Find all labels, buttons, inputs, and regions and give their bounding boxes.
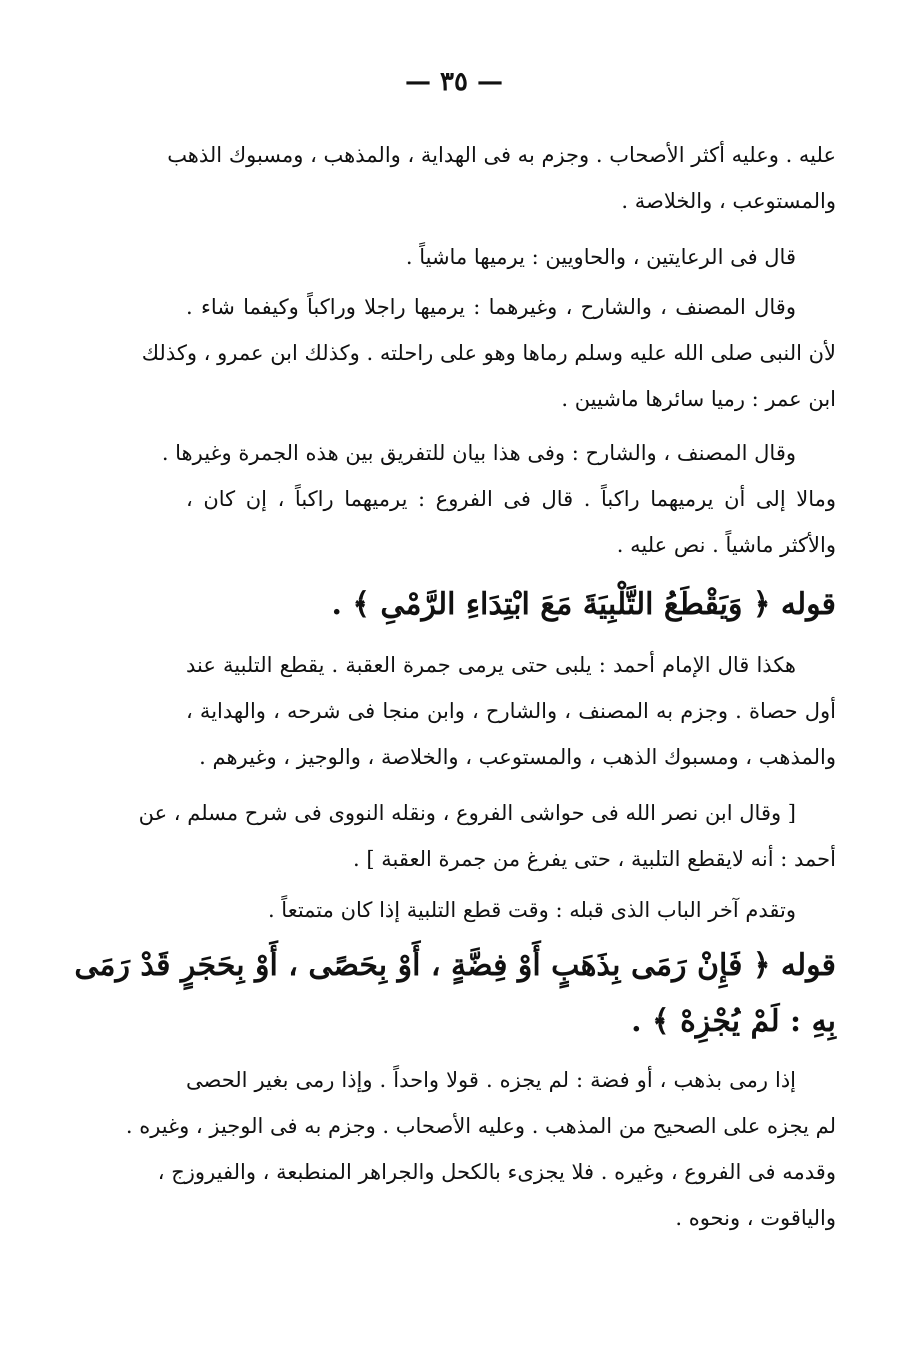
text-line: قال فى الرعايتين ، والحاويين : يرميها ماشياً .: [405, 245, 796, 269]
section-heading: [186, 577, 836, 633]
text-line: ابن عمر : رميا سائرها ماشيين .: [561, 387, 836, 411]
paragraph: [161, 430, 836, 568]
text-line: لأن النبى صلى الله عليه وسلم رماها وهو على راحلته . وكذلك ابن عمرو ، وكذلك: [141, 341, 836, 365]
paragraph: [138, 790, 836, 882]
paragraph: [167, 132, 836, 224]
text-line: وقدمه فى الفروع ، وغيره . فلا يجزىء بالكحل والجراهر المنطبعة ، والفيروزج ،: [157, 1160, 836, 1184]
paragraph: [141, 284, 836, 422]
heading-line: قوله ﴿ فَإِنْ رَمَى بِذَهَبٍ أَوْ فِضَّةٍ ، أَوْ بِحَصًى ، أَوْ بِحَجَرٍ قَدْ رَمَى: [74, 948, 836, 983]
paragraph: [125, 1057, 836, 1241]
text-line: والمذهب ، ومسبوك الذهب ، والمستوعب ، والخلاصة ، والوجيز ، وغيرهم .: [199, 745, 836, 769]
text-line: إذا رمى بذهب ، أو فضة : لم يجزه . قولا واحداً . وإذا رمى بغير الحصى: [186, 1068, 796, 1092]
page-number: — ٣٥ —: [404, 67, 504, 97]
section-heading: [74, 938, 836, 1050]
heading-line: بِهِ : لَمْ يُجْزِهْ ﴾ .: [631, 1004, 836, 1039]
text-line: هكذا قال الإمام أحمد : يلبى حتى يرمى جمرة العقبة . يقطع التلبية عند: [186, 653, 796, 677]
text-line: عليه . وعليه أكثر الأصحاب . وجزم به فى الهداية ، والمذهب ، ومسبوك الذهب: [167, 143, 836, 167]
text-line: أحمد : أنه لايقطع التلبية ، حتى يفرغ من جمرة العقبة ] .: [353, 847, 836, 871]
text-line: والمستوعب ، والخلاصة .: [621, 189, 836, 213]
text-line: أول حصاة . وجزم به المصنف ، والشارح ، وابن منجا فى شرحه ، والهداية ،: [186, 699, 836, 723]
text-line: [ وقال ابن نصر الله فى حواشى الفروع ، ونقله النووى فى شرح مسلم ، عن: [138, 801, 796, 825]
text-line: ومالا إلى أن يرميهما راكباً . قال فى الفروع : يرميهما راكباً ، إن كان ،: [186, 487, 836, 511]
paragraph: [186, 887, 836, 933]
text-line: وقال المصنف ، والشارح ، وغيرهما : يرميها راجلا وراكباً وكيفما شاء .: [186, 295, 796, 319]
text-line: لم يجزه على الصحيح من المذهب . وعليه الأصحاب . وجزم به فى الوجيز ، وغيره .: [125, 1114, 836, 1138]
heading-line: قوله ﴿ وَيَقْطَعُ التَّلْبِيَةَ مَعَ ابْتِدَاءِ الرَّمْىِ ﴾ .: [331, 587, 836, 622]
paragraph: [186, 234, 836, 280]
text-line: والأكثر ماشياً . نص عليه .: [616, 533, 836, 557]
text-line: والياقوت ، ونحوه .: [675, 1206, 836, 1230]
paragraph: [186, 642, 836, 780]
text-line: وتقدم آخر الباب الذى قبله : وقت قطع التلبية إذا كان متمتعاً .: [267, 898, 796, 922]
text-line: وقال المصنف ، والشارح : وفى هذا بيان للتفريق بين هذه الجمرة وغيرها .: [161, 441, 796, 465]
